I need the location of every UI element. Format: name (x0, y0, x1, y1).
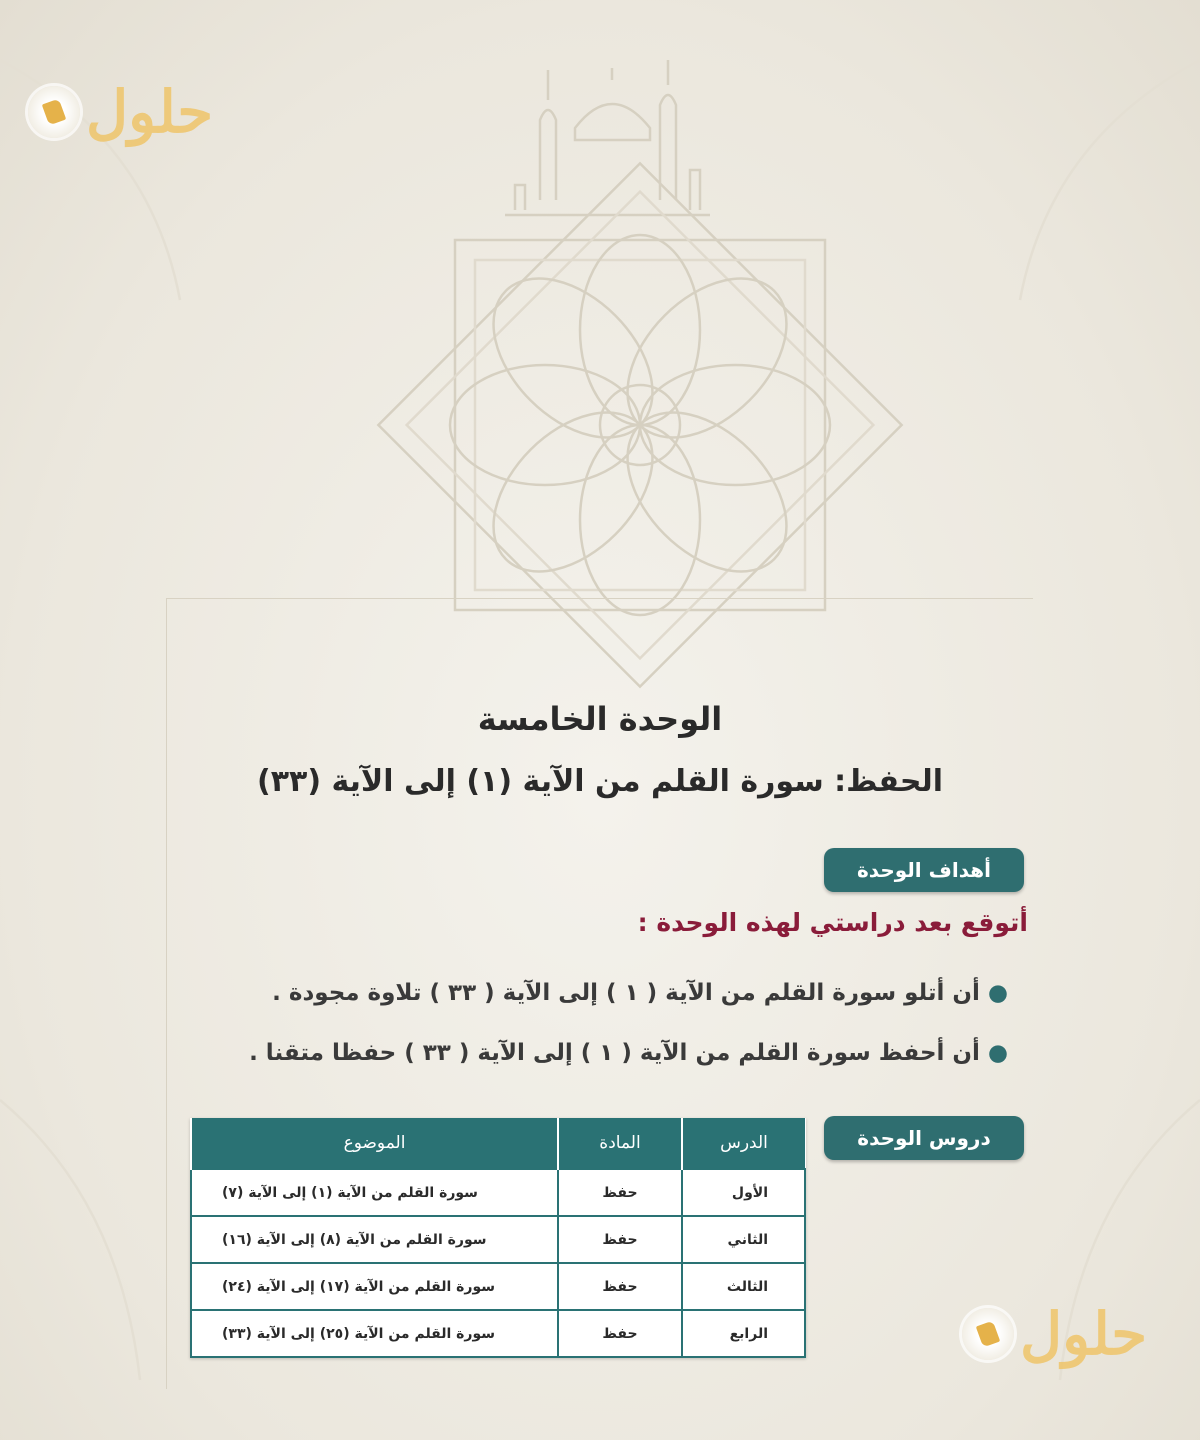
cell-subject: حفظ (558, 1216, 682, 1263)
book-icon (28, 86, 80, 138)
cell-lesson: الثاني (682, 1216, 805, 1263)
cell-topic: سورة القلم من الآية (٢٥) إلى الآية (٣٣) (191, 1310, 558, 1357)
header-subject: المادة (558, 1118, 682, 1169)
table-row (191, 1263, 805, 1310)
header-lesson: الدرس (682, 1118, 805, 1169)
watermark-text: حلول (1020, 1300, 1148, 1368)
lessons-table (190, 1118, 806, 1358)
table-row (191, 1169, 805, 1216)
cell-lesson: الرابع (682, 1310, 805, 1357)
bullet-icon: ● (987, 1040, 1008, 1066)
goal-text: أن أحفظ سورة القلم من الآية ( ١ ) إلى الآية ( ٣٣ ) حفظا متقنا . (249, 1040, 980, 1066)
header-topic: الموضوع (191, 1118, 558, 1169)
goal-text: أن أتلو سورة القلم من الآية ( ١ ) إلى الآية ( ٣٣ ) تلاوة مجودة . (272, 980, 980, 1006)
watermark-bottom (962, 1300, 1147, 1368)
table-row (191, 1310, 805, 1357)
watermark-text: حلول (86, 78, 214, 146)
goals-intro: أتوقع بعد دراستي لهذه الوحدة : (637, 908, 1028, 937)
memorization-title: الحفظ: سورة القلم من الآية (١) إلى الآية (٣٣) (256, 764, 944, 799)
unit-title: الوحدة الخامسة (477, 700, 723, 738)
table-header-row (191, 1118, 805, 1169)
goals-label: أهداف الوحدة (824, 848, 1024, 892)
goal-item (272, 980, 1008, 1006)
book-icon (962, 1308, 1014, 1360)
watermark-top (28, 78, 213, 146)
goal-item (249, 1040, 1008, 1066)
cell-subject: حفظ (558, 1310, 682, 1357)
cell-topic: سورة القلم من الآية (٨) إلى الآية (١٦) (191, 1216, 558, 1263)
lessons-label: دروس الوحدة (824, 1116, 1024, 1160)
table-row (191, 1216, 805, 1263)
cell-lesson: الثالث (682, 1263, 805, 1310)
cell-subject: حفظ (558, 1263, 682, 1310)
cell-topic: سورة القلم من الآية (١) إلى الآية (٧) (191, 1169, 558, 1216)
cell-subject: حفظ (558, 1169, 682, 1216)
bullet-icon: ● (987, 980, 1008, 1006)
cell-lesson: الأول (682, 1169, 805, 1216)
cell-topic: سورة القلم من الآية (١٧) إلى الآية (٢٤) (191, 1263, 558, 1310)
